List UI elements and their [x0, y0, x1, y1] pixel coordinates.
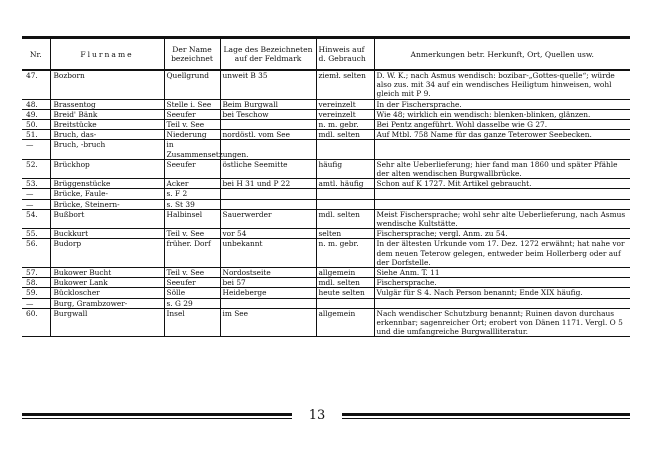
row-bezeichnet: Stelle i. See: [164, 99, 220, 109]
header-flurname: Flurname: [50, 39, 164, 70]
table-row: [22, 120, 630, 130]
row-hinweis: häufig: [316, 159, 374, 178]
row-lage: östliche Seemitte: [220, 159, 316, 178]
row-hinweis: amtl. häufig: [316, 179, 374, 189]
row-lage: [220, 199, 316, 209]
row-lage: Beim Burgwall: [220, 99, 316, 109]
row-hinweis: n. m. gebr.: [316, 120, 374, 130]
row-hinweis: selten: [316, 229, 374, 239]
row-flurname: Bückloscher: [50, 288, 164, 298]
row-anmerkung: Fischersprache.: [374, 278, 630, 288]
row-bezeichnet: Seeufer: [164, 159, 220, 178]
row-number: 58.: [22, 278, 50, 288]
row-number: 60.: [22, 308, 50, 337]
row-hinweis: [316, 140, 374, 159]
row-number: 53.: [22, 179, 50, 189]
table-row: [22, 140, 630, 159]
row-bezeichnet: Seeufer: [164, 278, 220, 288]
row-anmerkung: [374, 140, 630, 159]
footer-rule-left: [22, 413, 292, 416]
row-anmerkung: In der Fischersprache.: [374, 99, 630, 109]
table-row: [22, 288, 630, 298]
table-row: [22, 268, 630, 278]
row-number: 49.: [22, 109, 50, 119]
row-lage: Nordostseite: [220, 268, 316, 278]
row-number: 59.: [22, 288, 50, 298]
row-lage: nordöstl. vom See: [220, 130, 316, 140]
row-number: 57.: [22, 268, 50, 278]
footer-rule-right: [342, 413, 630, 416]
row-lage: bei H 31 und P 22: [220, 179, 316, 189]
row-flurname: Brüggenstücke: [50, 179, 164, 189]
row-bezeichnet: Teil v. See: [164, 120, 220, 130]
row-hinweis: mdl. selten: [316, 209, 374, 228]
row-anmerkung: Vulgär für S 4. Nach Person benannt; Ende XIX häufig.: [374, 288, 630, 298]
row-anmerkung: Siehe Anm. T. 11: [374, 268, 630, 278]
table-row: [22, 209, 630, 228]
row-anmerkung: [374, 189, 630, 199]
table-row: [22, 179, 630, 189]
row-flurname: Bruch, -bruch: [50, 140, 164, 159]
row-anmerkung: Bei Pentz angeführt. Wohl dasselbe wie G 27.: [374, 120, 630, 130]
row-number: 50.: [22, 120, 50, 130]
row-flurname: Breid' Bänk: [50, 109, 164, 119]
row-anmerkung: Wie 48; wirklich ein wendisch: blenken-blinken, glänzen.: [374, 109, 630, 119]
row-hinweis: n. m. gebr.: [316, 239, 374, 268]
flurnamen-table: [22, 39, 630, 337]
header-hinweis: Hinweis auf d. Gebrauch: [316, 39, 374, 70]
header-anmerkungen: Anmerkungen betr. Herkunft, Ort, Quellen usw.: [374, 39, 630, 70]
row-bezeichnet: Teil v. See: [164, 229, 220, 239]
row-hinweis: allgemein: [316, 308, 374, 337]
row-lage: vor 54: [220, 229, 316, 239]
row-hinweis: vereinzelt: [316, 109, 374, 119]
row-hinweis: heute selten: [316, 288, 374, 298]
table-row: [22, 308, 630, 337]
row-anmerkung: In der ältesten Urkunde vom 17. Dez. 1272 erwähnt; hat nahe vor dem neuen Teterow gelegen, entweder beim Hollerberg oder auf der Dorfstelle.: [374, 239, 630, 268]
row-bezeichnet: Halbinsel: [164, 209, 220, 228]
table-row: [22, 298, 630, 308]
row-anmerkung: Schon auf K 1727. Mit Artikel gebraucht.: [374, 179, 630, 189]
row-flurname: Bozborn: [50, 70, 164, 99]
table-row: [22, 70, 630, 99]
row-number: 52.: [22, 159, 50, 178]
row-number: —: [22, 199, 50, 209]
row-number: 55.: [22, 229, 50, 239]
register-page: [22, 36, 630, 337]
page-footer: [22, 408, 630, 428]
row-flurname: Brassentog: [50, 99, 164, 109]
row-anmerkung: Auf Mtbl. 758 Name für das ganze Teterower Seebecken.: [374, 130, 630, 140]
row-anmerkung: Nach wendischer Schutzburg benannt; Ruinen davon durchaus erkennbar; sagenreicher Ort; erobert von Dänen 1171. Vergl. O 5 und die umfangreiche Burgwallliteratur.: [374, 308, 630, 337]
row-flurname: Bußbort: [50, 209, 164, 228]
header-lage: Lage des Bezeichneten auf der Feldmark: [220, 39, 316, 70]
table-row: [22, 130, 630, 140]
table-row: [22, 189, 630, 199]
row-anmerkung: Meist Fischersprache; wohl sehr alte Ueberlieferung, nach Asmus wendische Kultstätte.: [374, 209, 630, 228]
row-flurname: Buckkurt: [50, 229, 164, 239]
row-number: 54.: [22, 209, 50, 228]
row-anmerkung: Sehr alte Ueberlieferung; hier fand man 1860 und später Pfähle der alten wendischen Burgwallbrücke.: [374, 159, 630, 178]
row-hinweis: vereinzelt: [316, 99, 374, 109]
header-name-bezeichnet: Der Name bezeichnet: [164, 39, 220, 70]
row-flurname: Brückhop: [50, 159, 164, 178]
row-flurname: Burg, Grambzower-: [50, 298, 164, 308]
table-header-row: [22, 39, 630, 70]
footer-thin-rule-right: [342, 418, 630, 419]
row-bezeichnet: Acker: [164, 179, 220, 189]
row-lage: [220, 120, 316, 130]
row-number: 47.: [22, 70, 50, 99]
row-bezeichnet: Sölle: [164, 288, 220, 298]
row-lage: [220, 298, 316, 308]
table-body: [22, 70, 630, 337]
table-row: [22, 278, 630, 288]
row-bezeichnet: Quellgrund: [164, 70, 220, 99]
row-lage: [220, 189, 316, 199]
table-row: [22, 109, 630, 119]
row-hinweis: allgemein: [316, 268, 374, 278]
row-flurname: Bukower Lank: [50, 278, 164, 288]
row-number: —: [22, 140, 50, 159]
row-flurname: Bukower Bucht: [50, 268, 164, 278]
row-lage: im See: [220, 308, 316, 337]
row-number: 56.: [22, 239, 50, 268]
row-bezeichnet: Teil v. See: [164, 268, 220, 278]
row-lage: Sauerwerder: [220, 209, 316, 228]
header-nr: Nr.: [22, 39, 50, 70]
row-number: 51.: [22, 130, 50, 140]
table-row: [22, 199, 630, 209]
row-hinweis: [316, 189, 374, 199]
row-lage: bei Teschow: [220, 109, 316, 119]
row-number: 48.: [22, 99, 50, 109]
row-lage: bei 57: [220, 278, 316, 288]
footer-thin-rule-left: [22, 418, 292, 419]
row-bezeichnet: in Zusammensetzungen.: [164, 140, 220, 159]
row-flurname: Bruch, das-: [50, 130, 164, 140]
row-hinweis: mdl. selten: [316, 130, 374, 140]
table-row: [22, 159, 630, 178]
row-anmerkung: D. W. K.; nach Asmus wendisch: bozibar-„Gottes-quelle“; würde also zus. mit 34 auf ein wendisches Heiligtum hinweisen, wohl gleich mit P 9.: [374, 70, 630, 99]
row-flurname: Budorp: [50, 239, 164, 268]
row-hinweis: mdl. selten: [316, 278, 374, 288]
row-flurname: Breitstücke: [50, 120, 164, 130]
row-bezeichnet: Niederung: [164, 130, 220, 140]
row-hinweis: ziemł. selten: [316, 70, 374, 99]
row-bezeichnet: Seeufer: [164, 109, 220, 119]
row-flurname: Brücke, Steinern-: [50, 199, 164, 209]
row-flurname: Brücke, Faule-: [50, 189, 164, 199]
row-lage: unweit B 35: [220, 70, 316, 99]
row-anmerkung: Fischersprache; vergl. Anm. zu 54.: [374, 229, 630, 239]
row-anmerkung: [374, 298, 630, 308]
row-bezeichnet: s. F 2: [164, 189, 220, 199]
row-hinweis: [316, 298, 374, 308]
row-anmerkung: [374, 199, 630, 209]
row-bezeichnet: s. St 39: [164, 199, 220, 209]
row-hinweis: [316, 199, 374, 209]
row-bezeichnet: früher. Dorf: [164, 239, 220, 268]
row-number: —: [22, 298, 50, 308]
table-row: [22, 99, 630, 109]
row-flurname: Burgwall: [50, 308, 164, 337]
table-row: [22, 239, 630, 268]
row-lage: unbekannt: [220, 239, 316, 268]
table-row: [22, 229, 630, 239]
row-bezeichnet: Insel: [164, 308, 220, 337]
row-bezeichnet: s. G 29: [164, 298, 220, 308]
page-number: 13: [308, 408, 326, 423]
row-lage: Heideberge: [220, 288, 316, 298]
row-number: —: [22, 189, 50, 199]
